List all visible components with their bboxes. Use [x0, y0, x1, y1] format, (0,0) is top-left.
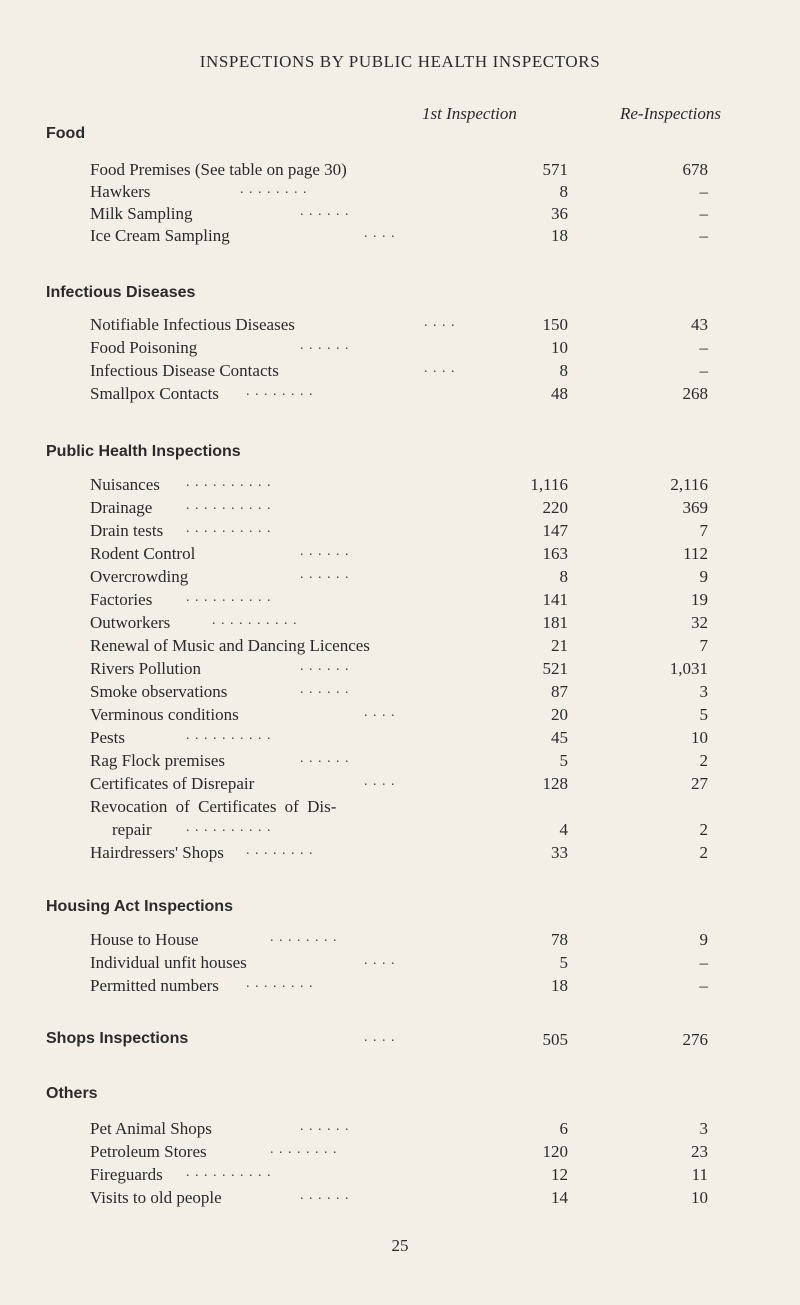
first-inspection-value: 220 — [542, 498, 568, 517]
row-label: Nuisances — [90, 475, 160, 494]
re-inspection-value: 7 — [699, 521, 708, 540]
page-title: INSPECTIONS BY PUBLIC HEALTH INSPECTORS — [199, 52, 601, 71]
row-label: Permitted numbers — [90, 976, 219, 995]
column-header-re-inspections: Re-Inspections — [620, 104, 722, 123]
table-row — [0, 705, 800, 727]
row-label: Food Premises (See table on page 30) — [90, 160, 347, 179]
re-inspection-value: – — [699, 182, 708, 201]
first-inspection-value: 163 — [542, 544, 568, 563]
first-inspection-value: 78 — [551, 930, 568, 949]
re-inspection-value: 23 — [691, 1142, 708, 1161]
first-inspection-value: 18 — [551, 226, 568, 245]
table-row — [0, 544, 800, 566]
row-label: Renewal of Music and Dancing Licences — [90, 636, 370, 655]
table-row — [0, 226, 800, 248]
leader-dots: . . . . . . — [300, 338, 350, 353]
re-inspection-value: 27 — [691, 774, 708, 793]
leader-dots: . . . . . . — [300, 751, 350, 766]
table-row — [0, 204, 800, 226]
table-row — [0, 160, 800, 182]
table-row — [0, 1165, 800, 1187]
re-inspection-value: 43 — [691, 315, 708, 334]
re-inspection-value: 369 — [682, 498, 708, 517]
first-inspection-value: 8 — [559, 182, 568, 201]
first-inspection-value: 141 — [542, 590, 568, 609]
first-inspection-value: 1,116 — [530, 475, 568, 494]
table-row — [0, 682, 800, 704]
leader-dots: . . . . . . — [300, 204, 350, 219]
re-inspection-value: – — [699, 976, 708, 995]
leader-dots: . . . . . . . . . . — [212, 613, 298, 628]
leader-dots: . . . . . . . . . . — [186, 521, 272, 536]
re-inspection-value: 32 — [691, 613, 708, 632]
leader-dots: . . . . . . . . . . — [186, 728, 272, 743]
leader-dots: . . . . . . — [300, 1188, 350, 1203]
table-row — [0, 728, 800, 750]
page-number: 25 — [391, 1236, 409, 1255]
table-row — [0, 930, 800, 952]
section-title-public-health: Public Health Inspections — [46, 443, 241, 460]
re-inspection-value: 112 — [683, 544, 708, 563]
re-inspection-value: 10 — [691, 1188, 708, 1207]
re-inspection-value: 9 — [699, 567, 708, 586]
row-label: Outworkers — [90, 613, 171, 632]
first-inspection-value: 5 — [559, 751, 568, 770]
first-inspection-value: 505 — [542, 1030, 568, 1049]
first-inspection-value: 14 — [551, 1188, 568, 1207]
re-inspection-value: 276 — [682, 1030, 708, 1049]
table-row — [0, 1119, 800, 1141]
re-inspection-value: – — [699, 953, 708, 972]
leader-dots: . . . . — [364, 953, 396, 968]
row-label: Ice Cream Sampling — [90, 226, 230, 245]
first-inspection-value: 181 — [542, 613, 568, 632]
first-inspection-value: 18 — [551, 976, 568, 995]
leader-dots: . . . . — [364, 226, 396, 241]
row-label: Factories — [90, 590, 153, 609]
leader-dots: . . . . . . — [300, 659, 350, 674]
re-inspection-value: 2 — [699, 820, 708, 839]
first-inspection-value: 120 — [542, 1142, 568, 1161]
table-row — [0, 182, 800, 204]
row-label: Fireguards — [90, 1165, 163, 1184]
re-inspection-value: 5 — [699, 705, 708, 724]
row-label: Infectious Disease Contacts — [90, 361, 279, 380]
first-inspection-value: 147 — [542, 521, 568, 540]
row-label-continuation: repair — [112, 820, 152, 839]
re-inspection-value: – — [699, 226, 708, 245]
table-row — [0, 659, 800, 681]
table-row — [0, 567, 800, 589]
row-label: Notifiable Infectious Diseases — [90, 315, 295, 334]
first-inspection-value: 128 — [542, 774, 568, 793]
row-label: Hairdressers' Shops — [90, 843, 224, 862]
row-label: Visits to old people — [90, 1188, 222, 1207]
section-title-housing-act: Housing Act Inspections — [46, 898, 233, 915]
leader-dots: . . . . . . . . — [270, 930, 338, 945]
re-inspection-value: 11 — [691, 1165, 708, 1184]
row-label: House to House — [90, 930, 199, 949]
table-row — [0, 475, 800, 497]
re-inspection-value: 9 — [699, 930, 708, 949]
table-row — [0, 1030, 800, 1052]
row-label: Food Poisoning — [90, 338, 198, 357]
re-inspection-value: 268 — [682, 384, 708, 403]
leader-dots: . . . . . . — [300, 567, 350, 582]
table-row — [0, 751, 800, 773]
table-row — [0, 315, 800, 337]
row-label: Drainage — [90, 498, 153, 517]
first-inspection-value: 33 — [551, 843, 568, 862]
table-row — [0, 384, 800, 406]
section-title-infectious-diseases: Infectious Diseases — [46, 284, 196, 301]
leader-dots: . . . . — [424, 315, 456, 330]
leader-dots: . . . . . . — [300, 1119, 350, 1134]
row-label: Milk Sampling — [90, 204, 193, 223]
first-inspection-value: 8 — [559, 361, 568, 380]
leader-dots: . . . . . . . . — [246, 384, 314, 399]
row-label: Petroleum Stores — [90, 1142, 207, 1161]
column-header-first-inspection: 1st Inspection — [422, 104, 517, 123]
leader-dots: . . . . . . . . — [270, 1142, 338, 1157]
leader-dots: . . . . — [424, 361, 456, 376]
first-inspection-value: 8 — [559, 567, 568, 586]
re-inspection-value: 2 — [699, 751, 708, 770]
first-inspection-value: 5 — [559, 953, 568, 972]
first-inspection-value: 21 — [551, 636, 568, 655]
re-inspection-value: 3 — [699, 682, 708, 701]
row-label: Rivers Pollution — [90, 659, 201, 678]
table-row — [0, 797, 800, 843]
section-title-others: Others — [46, 1085, 98, 1102]
table-row — [0, 1188, 800, 1210]
re-inspection-value: – — [699, 338, 708, 357]
first-inspection-value: 36 — [551, 204, 568, 223]
first-inspection-value: 6 — [559, 1119, 568, 1138]
table-row — [0, 1142, 800, 1164]
table-row — [0, 774, 800, 796]
row-label: Verminous conditions — [90, 705, 239, 724]
first-inspection-value: 20 — [551, 705, 568, 724]
row-label: Smoke observations — [90, 682, 228, 701]
row-label: Revocation of Certificates of Dis- — [90, 797, 337, 816]
first-inspection-value: 87 — [551, 682, 568, 701]
leader-dots: . . . . . . . . . . — [186, 1165, 272, 1180]
first-inspection-value: 571 — [542, 160, 568, 179]
leader-dots: . . . . . . . . . . — [186, 820, 272, 835]
leader-dots: . . . . . . . . . . — [186, 498, 272, 513]
table-row — [0, 636, 800, 658]
first-inspection-value: 10 — [551, 338, 568, 357]
re-inspection-value: 2,116 — [670, 475, 708, 494]
row-label: Pests — [90, 728, 125, 747]
row-label: Rodent Control — [90, 544, 196, 563]
first-inspection-value: 4 — [559, 820, 568, 839]
leader-dots: . . . . . . — [300, 682, 350, 697]
table-row — [0, 498, 800, 520]
leader-dots: . . . . — [364, 774, 396, 789]
leader-dots: . . . . — [364, 1030, 396, 1045]
first-inspection-value: 48 — [551, 384, 568, 403]
table-row — [0, 976, 800, 998]
section-title-food: Food — [46, 125, 86, 142]
leader-dots: . . . . . . — [300, 544, 350, 559]
table-row — [0, 338, 800, 360]
table-row — [0, 590, 800, 612]
table-row — [0, 953, 800, 975]
re-inspection-value: – — [699, 361, 708, 380]
row-label: Certificates of Disrepair — [90, 774, 255, 793]
row-label: Pet Animal Shops — [90, 1119, 212, 1138]
re-inspection-value: 2 — [699, 843, 708, 862]
table-row — [0, 613, 800, 635]
leader-dots: . . . . . . . . — [246, 976, 314, 991]
row-label: Hawkers — [90, 182, 151, 201]
table-row — [0, 361, 800, 383]
re-inspection-value: 10 — [691, 728, 708, 747]
re-inspection-value: 3 — [699, 1119, 708, 1138]
re-inspection-value: 678 — [682, 160, 708, 179]
row-label: Individual unfit houses — [90, 953, 247, 972]
first-inspection-value: 521 — [542, 659, 568, 678]
first-inspection-value: 12 — [551, 1165, 568, 1184]
first-inspection-value: 150 — [542, 315, 568, 334]
leader-dots: . . . . . . . . . . — [186, 590, 272, 605]
leader-dots: . . . . . . . . — [240, 182, 308, 197]
re-inspection-value: 1,031 — [669, 659, 708, 678]
leader-dots: . . . . — [364, 705, 396, 720]
leader-dots: . . . . . . . . — [246, 843, 314, 858]
re-inspection-value: – — [699, 204, 708, 223]
first-inspection-value: 45 — [551, 728, 568, 747]
leader-dots: . . . . . . . . . . — [186, 475, 272, 490]
re-inspection-value: 19 — [691, 590, 708, 609]
row-label: Rag Flock premises — [90, 751, 226, 770]
row-label: Drain tests — [90, 521, 164, 540]
row-label: Smallpox Contacts — [90, 384, 219, 403]
row-label: Overcrowding — [90, 567, 189, 586]
re-inspection-value: 7 — [699, 636, 708, 655]
table-row — [0, 843, 800, 865]
table-row — [0, 521, 800, 543]
section-title-shops-inspections: Shops Inspections — [46, 1030, 189, 1047]
